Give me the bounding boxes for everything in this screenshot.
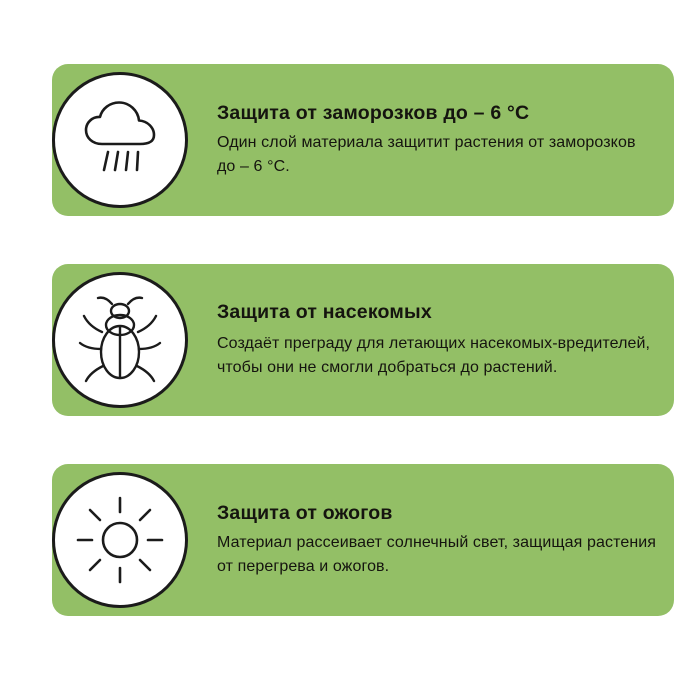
feature-text — [217, 64, 657, 216]
frost-cloud-icon — [52, 72, 188, 208]
beetle-insect-icon — [52, 272, 188, 408]
feature-row — [52, 264, 674, 416]
feature-description: Создаёт преграду для летающих насекомых-вредителей, чтобы они не смогли добраться до растений. — [217, 335, 651, 377]
feature-description: Материал рассеивает солнечный свет, защищая растения от перегрева и ожогов. — [217, 534, 657, 576]
feature-row — [52, 464, 674, 616]
feature-title: Защита от заморозков до – 6 °С — [217, 101, 530, 124]
sun-rays-icon — [52, 472, 188, 608]
feature-row — [52, 64, 674, 216]
feature-text — [217, 464, 657, 616]
feature-title: Защита от ожогов — [217, 501, 393, 524]
feature-title: Защита от насекомых — [217, 300, 432, 323]
feature-text — [217, 264, 657, 416]
feature-description: Один слой материала защитит растения от заморозков до – 6 °С. — [217, 134, 636, 176]
